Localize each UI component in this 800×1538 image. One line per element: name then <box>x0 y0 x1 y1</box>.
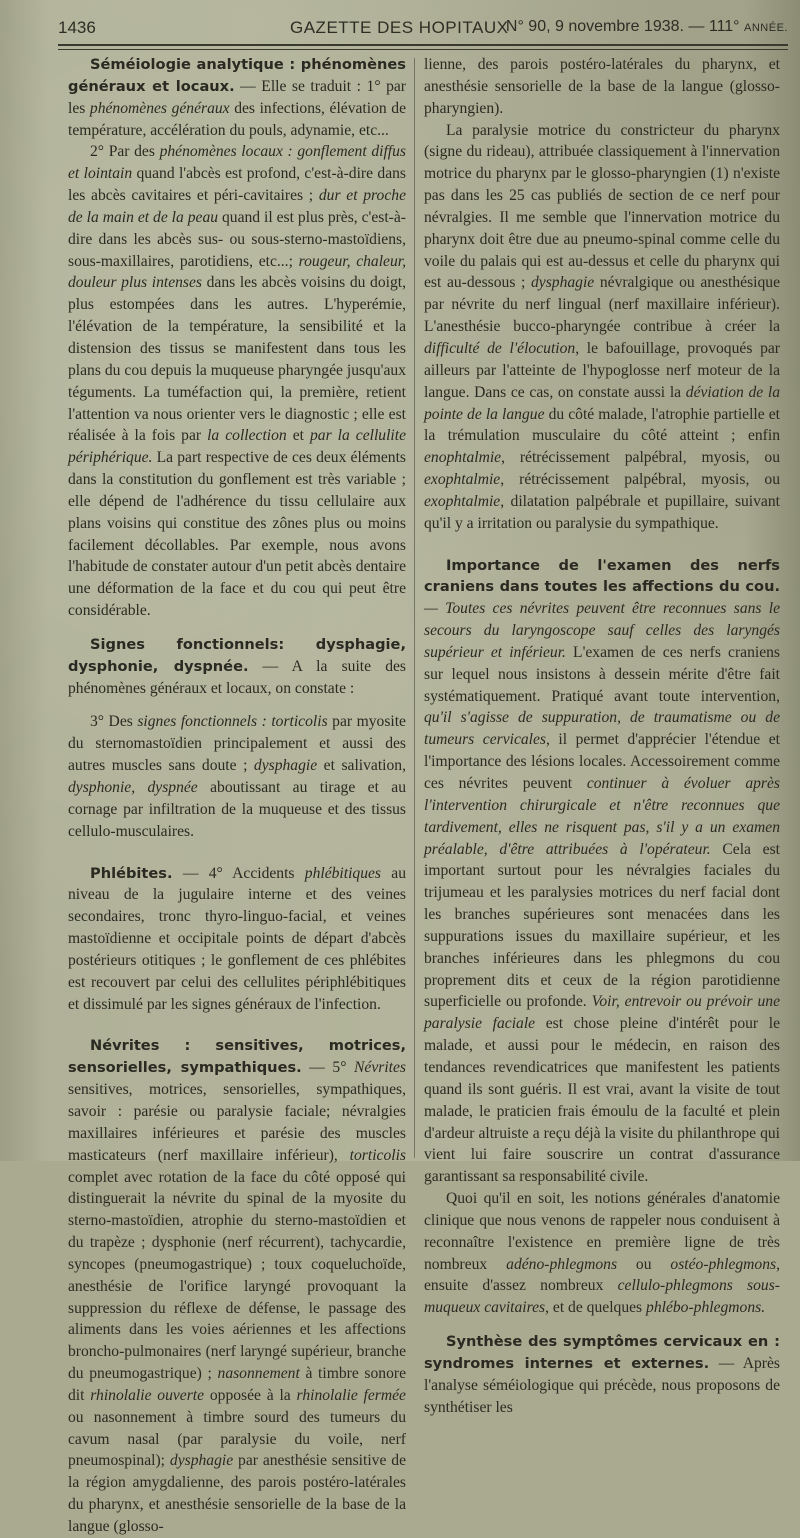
column-divider <box>414 58 415 1158</box>
paragraph-nevrites: Névrites : sensitives, motrices, sensorielles, sympathiques. — 5° Névrites sensitives, motrices, sensorielles, sympathiques, savoir : parésie ou paralysie faciale; névralgies maxillaires inférieures et parésie des muscles masticateurs (nerf maxillaire inférieur), torticolis complet avec rotation de la face du côté opposé qui distinguerait la névrite du spinal de la myosite du sterno-mastoïdien, atrophie du sterno-mastoïdien et du trapèze ; dysphonie (nerf récurrent), tachycardie, syncopes (pneumogastrique) ; toux coqueluchoïde, anesthésie de l'orifice laryngé provoquant la suppression du réflexe de défense, le passage des aliments dans les voies aériennes et les affections broncho-pulmonaires (nerf laryngé supérieur, branche du pneumogastrique) ; nasonnement à timbre sonore dit rhinolalie ouverte opposée à la rhinolalie fermée ou nasonnement à timbre sourd des tumeurs du cavum nasal (par paralysie du voile, nerf pneumospinal); dysphagie par anesthésie sensitive de la région amygdalienne, des parois postéro-latérales du pharynx, et anesthésie sensorielle de la base de la langue (glosso- <box>68 1037 406 1535</box>
issue-text: N° 90, 9 novembre 1938. — 111° <box>505 18 740 35</box>
header-rule <box>58 44 788 46</box>
paragraph-fonctionnels: Signes fonctionnels: dysphagie, dysphonie, dyspnée. — A la suite des phénomènes généraux et locaux, on constate : <box>68 635 406 697</box>
paragraph-torticolis: 3° Des signes fonctionnels : torticolis par myosite du sternomastoïdien principalement et aussi des autres muscles sans doute ; dysphagie et salivation, dysphonie, dyspnée aboutissant au tirage et au cornage par infiltration de la muqueuse et des tissus cellulo-musculaires. <box>68 713 406 840</box>
issue-info <box>506 18 788 36</box>
heading-phlebites: Phlébites. <box>90 864 173 882</box>
page-header <box>58 16 788 42</box>
paragraph-phlebites: Phlébites. — 4° Accidents phlébitiques au niveau de la jugulaire interne et des veines secondaires, tronc thyro-linguo-facial, et veines mastoïdienne et occipitale points de départ d'abcès postérieurs otitiques ; le gonflement de ces phlébites est recouvert par celui des cellulites périphlébitiques et dissimulé par les signes généraux de l'infection. <box>68 864 406 1013</box>
heading-importance: Importance de l'examen des nerfs craniens dans toutes les affections du cou. <box>424 556 780 596</box>
paragraph-locaux: 2° Par des phénomènes locaux : gonflement diffus et lointain quand l'abcès est profond, c'est-à-dire dans les abcès cavitaires et péri-cavitaires ; dur et proche de la main et de la peau quand il est plus près, c'est-à-dire dans les abcès sus- ou sous-sterno-mastoïdiens, sous-maxillaires, parotidiens, etc...; rougeur, chaleur, douleur plus intenses dans les abcès voisins du doigt, plus estompées dans les autres. L'hyperémie, l'élévation de la température, la sensibilité et la distension des tissus se manifestent dans tous les plans du cou depuis la muqueuse pharyngée jusqu'aux téguments. La tuméfaction qui, la première, retient l'attention va nous orienter vers le diagnostic ; elle est réalisée à la fois par la collection et par la cellulite périphérique. La part respective de ces deux éléments dans la constitution du gonflement est très variable ; elle dépend de l'adhérence du tissu cellulaire aux plans voisins qui constitue des zônes plus ou moins facilement décollables. Par exemple, nous avons l'habitude de constater autour d'un petit abcès dentaire une déformation de la face et du cou qui peut être considérable. <box>68 143 407 620</box>
paragraph-importance: Importance de l'examen des nerfs craniens dans toutes les affections du cou. — Toutes ces névrites peuvent être reconnues sans le secours du laryngoscope sauf celles des laryngés supérieur et inférieur. L'examen de ces nerfs craniens sur lequel nous insistons à dessein mérite d'être fait systématiquement. Pratiqué avant toute intervention, qu'il s'agisse de suppuration, de traumatisme ou de tumeurs cervicales, il permet d'apprécier l'étendue et l'importance des lésions locales. Accessoirement comme ces névrites peuvent continuer à évoluer après l'intervention chirurgicale et n'être reconnues que tardivement, elles ne risquent pas, s'il y a un examen préalable, d'être attribuées à l'opérateur. Cela est important surtout pour les névralgies faciales du trijumeau et les paralysies motrices du nerf facial dont les branches supérieures sont menacées dans les suppurations issues du maxillaire supérieur, et les branches inférieures dans les phlegmons du cou proprement dits et ceux de la région parotidienne superficielle ou profonde. Voir, entrevoir ou prévoir une paralysie faciale est chose pleine d'intérêt pour le malade, et aussi pour le médecin, en raison des tendances revendicatrices que manifestent les patients quand ils sont guéris. Il est vrai, avant la visite de tout malade, le praticien frais émoulu de la faculté et plein d'ardeur altruiste a reçu déjà la visite du philanthrope qui vient lui faire souscrire un contrat d'assurance garantissant sa responsabilité civile. <box>424 556 780 1186</box>
header-rule-thin <box>58 49 788 50</box>
heading-signes-fonctionnels: Signes fonctionnels: dysphagie, dysphonie, dyspnée. <box>68 635 406 675</box>
paragraph-synthese: Synthèse des symptômes cervicaux en : syndromes internes et externes. — Après l'analyse séméiologique qui précède, nous proposons de synthétiser les <box>424 1333 780 1416</box>
left-column <box>68 54 406 1538</box>
paragraph-pharynx-cont: lienne, des parois postéro-latérales du pharynx, et anesthésie sensorielle de la base de la langue (glosso-pharyngien). <box>424 56 780 117</box>
page-number: 1436 <box>58 18 96 37</box>
journal-title: GAZETTE DES HOPITAUX <box>290 18 509 37</box>
issue-annee: ANNÉE. <box>744 22 788 34</box>
heading-semiologie: Séméiologie analytique : phénomènes généraux et locaux. <box>68 56 406 95</box>
heading-synthese: Synthèse des symptômes cervicaux en : syndromes internes et externes. <box>424 1333 780 1372</box>
right-column <box>424 54 780 1418</box>
paragraph-paralysie: La paralysie motrice du constricteur du pharynx (signe du rideau), attribuée classiquement à l'innervation motrice du pharynx par le glosso-pharyngien (1) n'existe pas dans les 25 cas publiés de section de ce nerf pour névralgies. Il me semble que l'innervation motrice du pharynx doit être due au pneumo-spinal comme celle du voile du palais qui est au-dessus et celle du pharynx qui est au-dessous ; dysphagie névralgique ou anesthésique par névrite du nerf lingual (nerf maxillaire inférieur). L'anesthésie bucco-pharyngée contribue à créer la difficulté de l'élocution, le bafouillage, provoqués par ailleurs par l'atteinte de l'hypoglosse nerf moteur de la langue. Dans ce cas, on constate aussi la déviation de la pointe de la langue du côté malade, l'atrophie partielle et la trémulation musculaire du côté atteint ; enfin enophtalmie, rétrécissement palpébral, myosis, ou exophtalmie, rétrécissement palpébral, myosis, ou exophtalmie, dilatation palpébrale et pupillaire, suivant qu'il y a irritation ou paralysie du sympathique. <box>424 121 781 532</box>
paragraph-general: Séméiologie analytique : phénomènes généraux et locaux. — Elle se traduit : 1° par les phénomènes généraux des infections, élévation de température, accélération du pouls, adynamie, etc... <box>68 56 406 139</box>
heading-nevrites: Névrites : sensitives, motrices, sensorielles, sympathiques. <box>68 1037 406 1077</box>
paragraph-quoi: Quoi qu'il en soit, les notions générales d'anatomie clinique que nous venons de rappeler nous conduisent à reconnaître l'existence en première ligne de très nombreux adéno-phlegmons ou ostéo-phlegmons, ensuite d'assez nombreux cellulo-phlegmons sous-muqueux cavitaires, et de quelques phlébo-phlegmons. <box>424 1190 780 1317</box>
